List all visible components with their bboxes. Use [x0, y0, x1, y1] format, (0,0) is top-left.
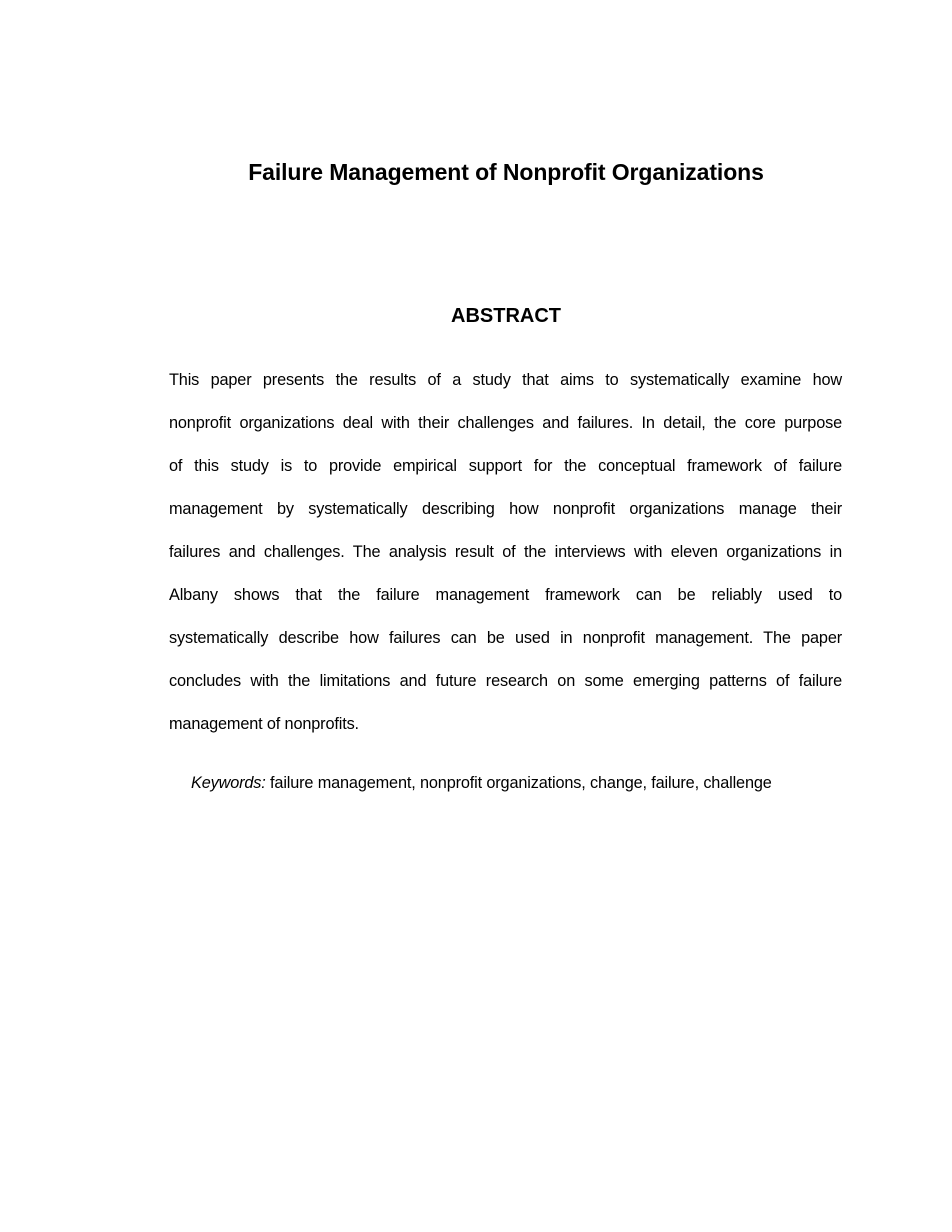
abstract-line: Albany shows that the failure management framework can be reliably used to: [169, 586, 842, 604]
abstract-line: nonprofit organizations deal with their challenges and failures. In detail, the core purpose: [169, 414, 842, 432]
keywords: [191, 774, 851, 793]
abstract-line: failures and challenges. The analysis result of the interviews with eleven organizations in: [169, 543, 842, 561]
paper-title: Failure Management of Nonprofit Organizations: [248, 159, 764, 185]
abstract-line: management of nonprofits.: [169, 715, 359, 733]
keywords-label: Keywords:: [191, 774, 266, 792]
abstract-heading: ABSTRACT: [451, 305, 561, 327]
abstract-line: of this study is to provide empirical support for the conceptual framework of failure: [169, 457, 842, 475]
abstract-line: concludes with the limitations and future research on some emerging patterns of failure: [169, 672, 842, 690]
abstract-line: This paper presents the results of a study that aims to systematically examine how: [169, 371, 842, 389]
keywords-text: failure management, nonprofit organizations, change, failure, challenge: [265, 774, 772, 792]
abstract-line: systematically describe how failures can be used in nonprofit management. The paper: [169, 629, 842, 647]
abstract-body: [169, 359, 842, 746]
abstract-line: management by systematically describing how nonprofit organizations manage their: [169, 500, 842, 518]
